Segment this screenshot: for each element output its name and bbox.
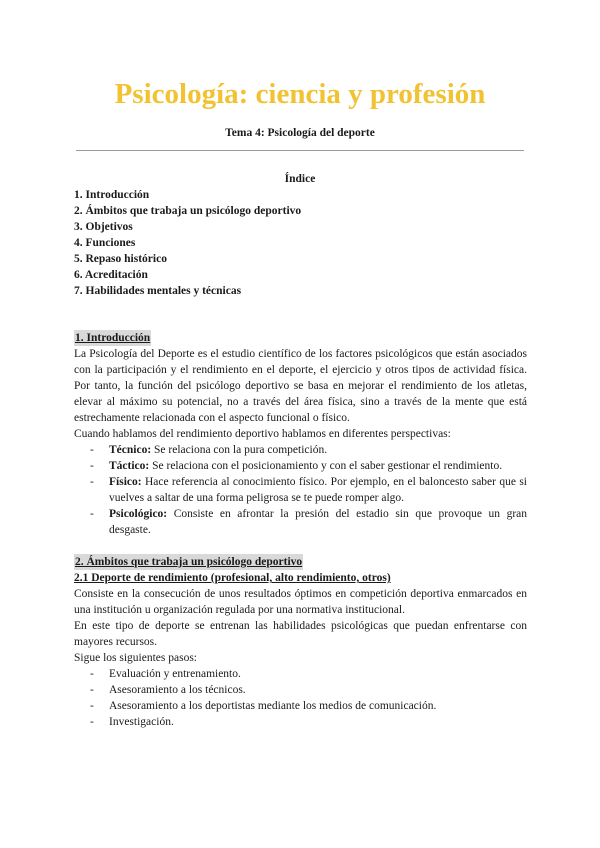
list-item [74,442,527,458]
document-title: Psicología: ciencia y profesión [114,78,486,110]
dash-icon: - [90,668,94,680]
section-intro: Cuando hablamos del rendimiento deportivo hablamos en diferentes perspectivas: [74,428,451,440]
list-item [74,698,527,714]
list-item-text: Se relaciona con la pura competición. [151,444,328,456]
section-heading: 2. Ámbitos que trabaja un psicólogo deportivo [75,556,303,568]
list-item [74,666,527,682]
list-item [74,682,527,698]
index-item: 6. Acreditación [74,269,148,281]
section-subheading: 2.1 Deporte de rendimiento (profesional, alto rendimiento, otros) [74,572,391,584]
section-paragraph: La Psicología del Deporte es el estudio científico de los factores psicológicos que están asociados con la participación y el rendimiento en el deporte, el ejercicio y otros tipos de actividad física. Por tanto, la función del psicólogo deportivo se basa en mejorar el rendimiento de los atletas, elevar al máximo su potencial, no a través del área física, sino a través de la mente que está estrechamente relacionada con el aspecto funcional o físico. [74,348,527,424]
list-item-text: Evaluación y entrenamiento. [109,668,241,680]
index-item: 3. Objetivos [74,221,133,233]
list-item [74,474,527,506]
section-heading: 1. Introducción [75,332,151,344]
index-item: 1. Introducción [74,189,150,201]
steps-list [74,666,527,730]
index-item: 4. Funciones [74,237,136,249]
list-item-text: Hace referencia al conocimiento físico. Por ejemplo, en el baloncesto saber que si vuelves a saltar de una forma peligrosa se te puede romper algo. [109,476,527,504]
list-item-term: Táctico: [109,460,150,472]
title-divider [76,150,524,151]
dash-icon: - [90,444,94,456]
document-subtitle: Tema 4: Psicología del deporte [225,127,375,139]
section-paragraph: En este tipo de deporte se entrenan las habilidades psicológicas que puedan enfrentarse con mayores recursos. [74,620,527,648]
index-item: 7. Habilidades mentales y técnicas [74,285,242,297]
index-list [74,187,301,299]
section-paragraph: Consiste en la consecución de unos resultados óptimos en competición deportiva enmarcados en una institución u organización regulada por una normativa institucional. [74,588,527,616]
list-item-text: Asesoramiento a los deportistas mediante los medios de comunicación. [109,700,437,712]
index-item: 2. Ámbitos que trabaja un psicólogo deportivo [74,205,302,217]
index-title: Índice [284,173,316,185]
section-ambitos [74,554,527,730]
list-item-text: Investigación. [109,716,174,728]
dash-icon: - [90,716,94,728]
list-item-term: Psicológico: [109,508,168,520]
list-item-term: Físico: [109,476,142,488]
dash-icon: - [90,460,94,472]
dash-icon: - [90,684,94,696]
section-intro: Sigue los siguientes pasos: [74,652,197,664]
list-item-term: Técnico: [109,444,152,456]
list-item-text: Se relaciona con el posicionamiento y con el saber gestionar el rendimiento. [149,460,503,472]
list-item [74,458,527,474]
dash-icon: - [90,476,94,488]
list-item-text: Asesoramiento a los técnicos. [109,684,246,696]
index-item: 5. Repaso histórico [74,253,167,265]
section-introduccion [74,330,527,538]
dash-icon: - [90,508,94,520]
list-item [74,506,527,538]
list-item [74,714,527,730]
dash-icon: - [90,700,94,712]
list-item-text: Consiste en afrontar la presión del estadio sin que provoque un gran desgaste. [109,508,527,536]
perspectives-list [74,442,527,538]
